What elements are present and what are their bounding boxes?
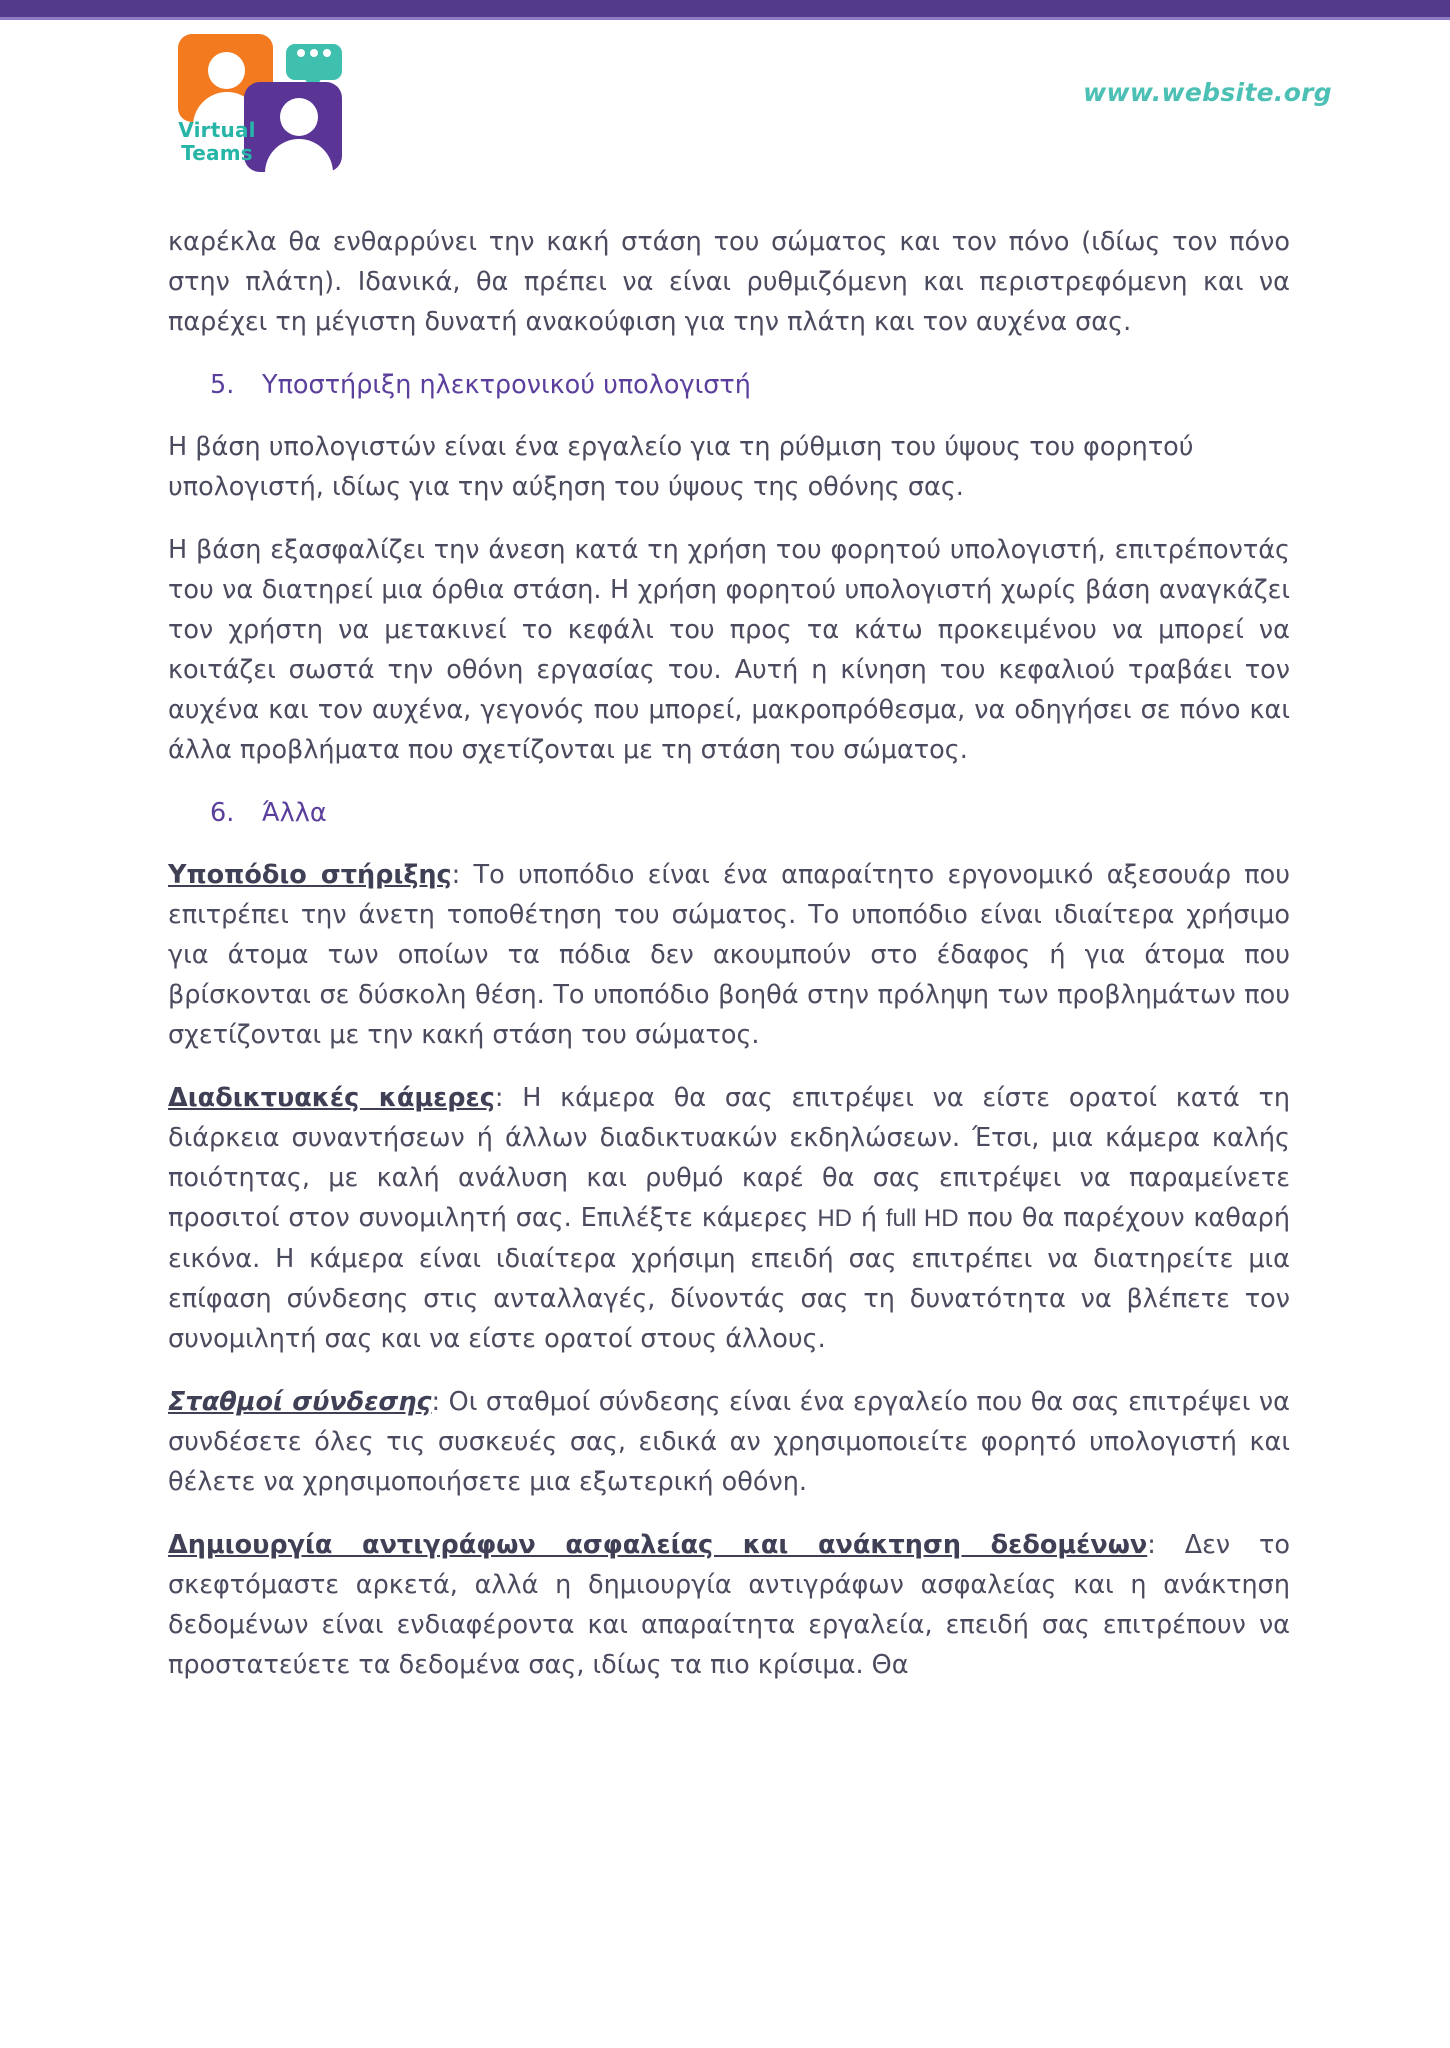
paragraph-webcam	[168, 1078, 1290, 1359]
paragraph-docking-station	[168, 1382, 1290, 1502]
webcam-body-text-3: που θα παρέχουν καθαρή εικόνα. Η κάμερα είναι ιδιαίτερα χρήσιμη επειδή σας επιτρέπει να διατηρείτε μια επίφαση σύνδεσης στις ανταλλαγές, δίνοντάς σας τη δυνατότητα να βλέπετε τον συνομιλητή σας και να είστε ορατοί στους άλλους.	[168, 1203, 1291, 1354]
list-heading-5-number: 5.	[210, 370, 235, 400]
list-heading-6-label: Άλλα	[262, 798, 327, 828]
list-heading-6	[168, 793, 1290, 833]
footrest-body-text: : Το υποπόδιο είναι ένα απαραίτητο εργονομικό αξεσουάρ που επιτρέπει την άνετη τοποθέτηση του σώματος. Το υποπόδιο είναι ιδιαίτερα χρήσιμο για άτομα των οποίων τα πόδια δεν ακουμπούν στο έδαφος ή για άτομα που βρίσκονται σε δύσκολη θέση. Το υποπόδιο βοηθά στην πρόληψη των προβλημάτων που σχετίζονται με την κακή στάση του σώματος.	[168, 860, 1291, 1050]
logo-person-head-purple-icon	[280, 98, 318, 136]
backup-lead-in: Δημιουργία αντιγράφων ασφαλείας και ανάκτηση δεδομένων	[168, 1530, 1148, 1560]
top-purple-bar	[0, 0, 1450, 17]
document-body	[168, 222, 1290, 1708]
webcam-body-text-1: : Η κάμερα θα σας επιτρέψει να είστε ορατοί κατά τη διάρκεια συναντήσεων ή άλλων διαδικτυακών εκδηλώσεων. Έτσι, μια κάμερα καλής ποιότητας, με καλή ανάλυση και ρυθμό καρέ θα σας επιτρέψει να παραμείνετε προσιτοί στον συνομιλητή σας. Επιλέξτε κάμερες	[168, 1083, 1290, 1233]
list-heading-6-number: 6.	[210, 798, 235, 828]
logo-chat-dot-1-icon	[297, 49, 305, 57]
paragraph-footrest	[168, 855, 1290, 1055]
webcam-lead-in: Διαδικτυακές κάμερες	[168, 1083, 495, 1113]
paragraph-laptop-stand-1: Η βάση υπολογιστών είναι ένα εργαλείο για τη ρύθμιση του ύψους του φορητού υπολογιστή, ιδίως για την αύξηση του ύψους της οθόνης σας.	[168, 432, 1194, 502]
logo-chat-dot-3-icon	[323, 49, 331, 57]
virtual-teams-logo	[168, 34, 368, 176]
paragraph-backup	[168, 1525, 1290, 1685]
list-heading-5	[168, 365, 1290, 405]
paragraph-laptop-stand-2: Η βάση εξασφαλίζει την άνεση κατά τη χρήση του φορητού υπολογιστή, επιτρέποντάς του να διατηρεί μια όρθια στάση. Η χρήση φορητού υπολογιστή χωρίς βάση αναγκάζει τον χρήστη να μετακινεί το κεφάλι του προς τα κάτω προκειμένου να μπορεί να κοιτάζει σωστά την οθόνη εργασίας του. Αυτή η κίνηση του κεφαλιού τραβάει τον αυχένα και τον αυχένα, γεγονός που μπορεί, μακροπρόθεσμα, να οδηγήσει σε πόνο και άλλα προβλήματα που σχετίζονται με τη στάση του σώματος.	[168, 535, 1290, 765]
logo-chat-dot-2-icon	[310, 49, 318, 57]
docking-station-body-text: : Οι σταθμοί σύνδεσης είναι ένα εργαλείο που θα σας επιτρέψει να συνδέσετε όλες τις συσκευές σας, ειδικά αν χρησιμοποιείτε φορητό υπολογιστή και θέλετε να χρησιμοποιήσετε μια εξωτερική οθόνη.	[168, 1387, 1290, 1497]
page-header	[0, 20, 1450, 178]
docking-station-lead-in: Σταθμοί σύνδεσης	[168, 1387, 432, 1417]
paragraph-intro: καρέκλα θα ενθαρρύνει την κακή στάση του σώματος και τον πόνο (ιδίως τον πόνο στην πλάτη). Ιδανικά, θα πρέπει να είναι ρυθμιζόμενη και περιστρεφόμενη και να παρέχει τη μέγιστη δυνατή ανακούφιση για την πλάτη και τον αυχένα σας.	[168, 227, 1290, 337]
webcam-full-hd-label: full HD	[885, 1205, 959, 1232]
logo-person-head-orange-icon	[208, 52, 245, 89]
website-url: www.website.org	[1083, 78, 1332, 107]
webcam-body-text-2: ή	[852, 1203, 886, 1233]
logo-wordmark	[172, 119, 262, 165]
footrest-lead-in: Υποπόδιο στήριξης	[168, 860, 452, 890]
backup-body-text: : Δεν το σκεφτόμαστε αρκετά, αλλά η δημιουργία αντιγράφων ασφαλείας και η ανάκτηση δεδομένων είναι ενδιαφέροντα και απαραίτητα εργαλεία, επειδή σας επιτρέπουν να προστατεύετε τα δεδομένα σας, ιδίως τα πιο κρίσιμα. Θα	[168, 1530, 1290, 1680]
logo-wordmark-line1: Virtual	[178, 118, 256, 142]
logo-wordmark-line2: Teams	[181, 141, 253, 165]
list-heading-5-label: Υποστήριξη ηλεκτρονικού υπολογιστή	[262, 370, 751, 400]
webcam-hd-label: HD	[817, 1205, 852, 1232]
